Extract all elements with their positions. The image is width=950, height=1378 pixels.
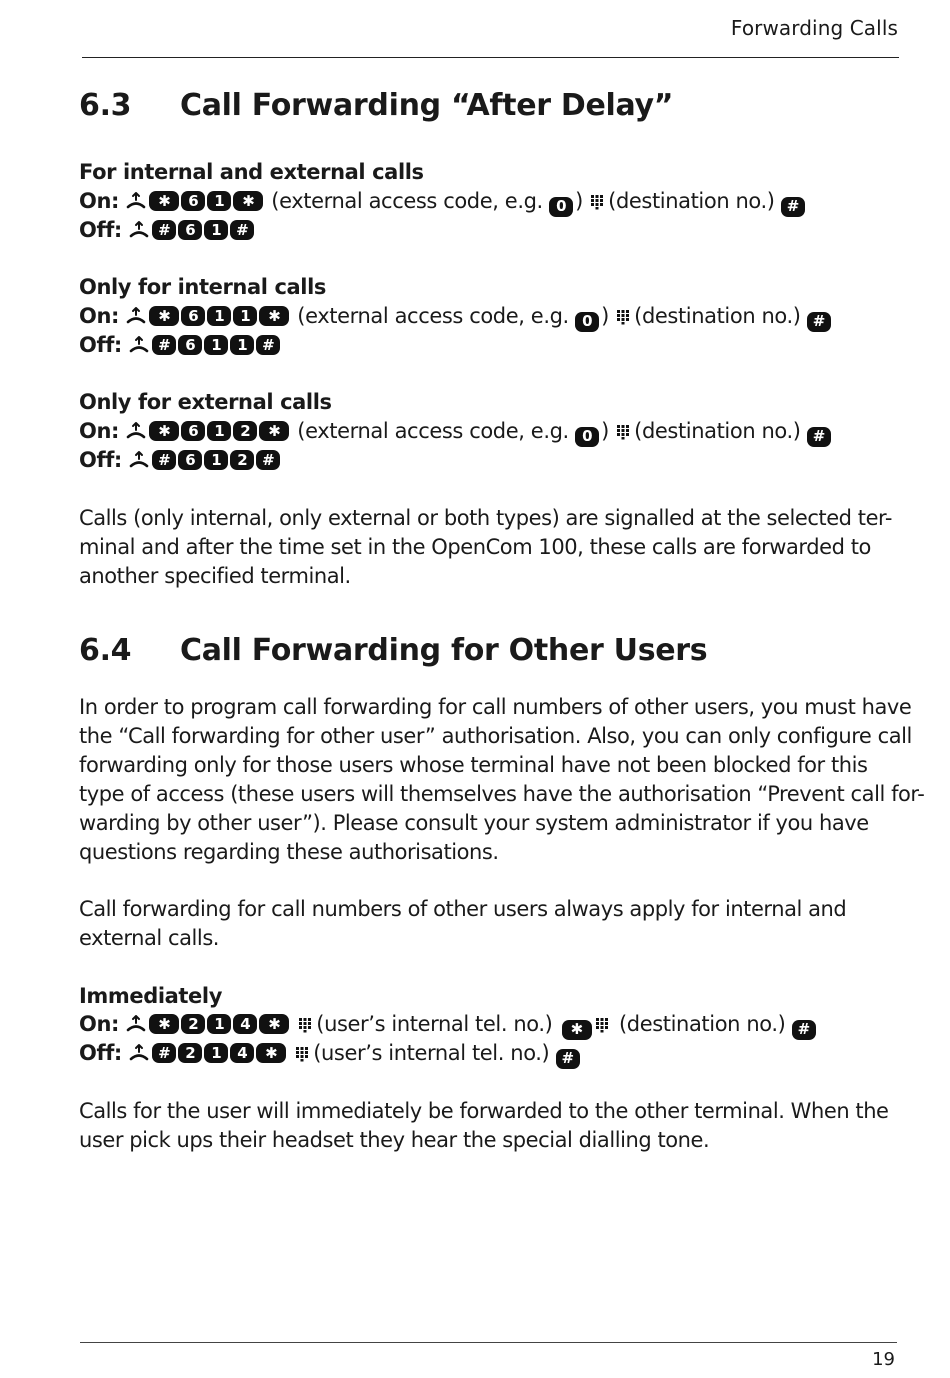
text-line: minal and after the time set in the OpenCom 100, these calls are forwarded to <box>79 535 871 559</box>
procedure-text: (destination no.) <box>634 304 801 328</box>
digit-key-0-icon: 0 <box>575 312 599 332</box>
procedure-text: (user’s internal tel. no.) <box>313 1041 550 1065</box>
star-key-icon: ✱ <box>259 1014 289 1034</box>
hash-key-icon: # <box>230 220 254 240</box>
procedure-off-line <box>79 331 288 360</box>
hash-key-icon: # <box>792 1020 816 1040</box>
lift-handset-icon <box>125 306 147 326</box>
lift-handset-icon <box>128 220 150 240</box>
section-6-4-paragraph-1 <box>79 693 925 867</box>
text-line: the “Call forwarding for other user” authorisation. Also, you can only configure call <box>79 724 912 748</box>
key-sequence <box>807 312 833 332</box>
star-key-icon: ✱ <box>149 306 179 326</box>
text-line: forwarding only for those users whose terminal have not been blocked for this <box>79 753 868 777</box>
text-line: Calls for the user will immediately be forwarded to the other terminal. When the <box>79 1099 889 1123</box>
hash-key-icon: # <box>256 335 280 355</box>
digit-key-2-icon: 2 <box>181 1014 205 1034</box>
digit-key-1-icon: 1 <box>207 191 231 211</box>
key-sequence <box>125 306 291 326</box>
hash-key-icon: # <box>781 197 805 217</box>
star-key-icon: ✱ <box>562 1020 592 1040</box>
keypad-icon <box>616 309 630 325</box>
key-sequence <box>125 1014 291 1034</box>
digit-key-2-icon: 2 <box>230 450 254 470</box>
hash-key-icon: # <box>807 427 831 447</box>
procedure-off-line <box>79 446 288 475</box>
digit-key-1-icon: 1 <box>204 450 228 470</box>
off-label: Off: <box>79 448 122 472</box>
digit-key-1-icon: 1 <box>204 220 228 240</box>
text-line: another specified terminal. <box>79 564 351 588</box>
procedure-text: (destination no.) <box>619 1012 786 1036</box>
hash-key-icon: # <box>152 1043 176 1063</box>
lift-handset-icon <box>128 335 150 355</box>
procedure-heading: For internal and external calls <box>79 160 424 184</box>
running-header: Forwarding Calls <box>730 16 898 40</box>
key-sequence <box>128 220 256 240</box>
hash-key-icon: # <box>152 450 176 470</box>
digit-key-1-icon: 1 <box>233 306 257 326</box>
digit-key-0-icon: 0 <box>549 197 573 217</box>
keypad-icon <box>295 1046 309 1062</box>
digit-key-1-icon: 1 <box>204 335 228 355</box>
digit-key-0-icon: 0 <box>575 427 599 447</box>
digit-key-6-icon: 6 <box>181 421 205 441</box>
digit-key-1-icon: 1 <box>207 306 231 326</box>
text-line: type of access (these users will themselves have the authorisation “Prevent call for- <box>79 782 925 806</box>
section-6-4-paragraph-2 <box>79 895 897 953</box>
procedure-on-line <box>79 1010 824 1040</box>
digit-key-2-icon: 2 <box>233 421 257 441</box>
key-sequence <box>792 1020 818 1040</box>
digit-key-1-icon: 1 <box>207 1014 231 1034</box>
section-heading-6-3 <box>79 88 673 123</box>
procedure-text: (external access code, e.g. <box>271 189 543 213</box>
procedure-on-line <box>79 417 839 447</box>
star-key-icon: ✱ <box>233 191 263 211</box>
on-label: On: <box>79 304 120 328</box>
key-sequence <box>128 450 282 470</box>
digit-key-4-icon: 4 <box>233 1014 257 1034</box>
lift-handset-icon <box>125 191 147 211</box>
on-label: On: <box>79 419 120 443</box>
procedure-text: (destination no.) <box>608 189 775 213</box>
key-sequence <box>125 191 265 211</box>
procedure-on-line <box>79 187 813 217</box>
lift-handset-icon <box>125 1014 147 1034</box>
hash-key-icon: # <box>256 450 280 470</box>
star-key-icon: ✱ <box>256 1043 286 1063</box>
section-title: Call Forwarding for Other Users <box>180 633 708 668</box>
digit-key-1-icon: 1 <box>207 421 231 441</box>
procedure-heading: Only for internal calls <box>79 275 326 299</box>
section-heading-6-4 <box>79 633 707 668</box>
footer-rule <box>80 1342 897 1343</box>
hash-key-icon: # <box>152 335 176 355</box>
text-line: warding by other user”). Please consult your system administrator if you have <box>79 811 869 835</box>
text-line: user pick ups their headset they hear the special dialling tone. <box>79 1128 710 1152</box>
section-title: Call Forwarding “After Delay” <box>180 88 674 123</box>
lift-handset-icon <box>125 421 147 441</box>
digit-key-6-icon: 6 <box>178 220 202 240</box>
digit-key-6-icon: 6 <box>178 335 202 355</box>
off-label: Off: <box>79 333 122 357</box>
key-sequence <box>556 1049 582 1069</box>
section-number: 6.4 <box>79 633 132 668</box>
lift-handset-icon <box>128 1043 150 1063</box>
procedure-text: (destination no.) <box>634 419 801 443</box>
key-sequence <box>781 197 807 217</box>
page-number: 19 <box>872 1349 895 1370</box>
lift-handset-icon <box>128 450 150 470</box>
digit-key-1-icon: 1 <box>204 1043 228 1063</box>
star-key-icon: ✱ <box>149 421 179 441</box>
procedure-text: (user’s internal tel. no.) <box>316 1012 553 1036</box>
procedure-off-line <box>79 1039 588 1069</box>
hash-key-icon: # <box>807 312 831 332</box>
procedure-text: (external access code, e.g. <box>297 419 569 443</box>
key-sequence <box>549 197 575 217</box>
digit-key-6-icon: 6 <box>181 306 205 326</box>
on-label: On: <box>79 1012 120 1036</box>
star-key-icon: ✱ <box>149 1014 179 1034</box>
section-6-4-paragraph-3 <box>79 1097 897 1155</box>
key-sequence <box>128 1043 288 1063</box>
key-sequence <box>562 1020 594 1040</box>
key-sequence <box>125 421 291 441</box>
procedure-off-line <box>79 216 262 245</box>
keypad-icon <box>616 424 630 440</box>
procedure-heading: Immediately <box>79 984 222 1008</box>
keypad-icon <box>298 1017 312 1033</box>
keypad-icon <box>595 1017 609 1033</box>
procedure-text: ) <box>575 189 583 213</box>
text-line: Calls (only internal, only external or both types) are signalled at the selected ter- <box>79 506 893 530</box>
procedure-text: ) <box>601 419 609 443</box>
digit-key-6-icon: 6 <box>181 191 205 211</box>
key-sequence <box>128 335 282 355</box>
digit-key-4-icon: 4 <box>230 1043 254 1063</box>
digit-key-2-icon: 2 <box>178 1043 202 1063</box>
text-line: questions regarding these authorisations. <box>79 840 499 864</box>
text-line: Call forwarding for call numbers of other users always apply for internal and <box>79 897 847 921</box>
procedure-text: ) <box>601 304 609 328</box>
text-line: external calls. <box>79 926 220 950</box>
key-sequence <box>575 312 601 332</box>
header-rule <box>82 57 899 58</box>
procedure-text: (external access code, e.g. <box>297 304 569 328</box>
hash-key-icon: # <box>152 220 176 240</box>
digit-key-6-icon: 6 <box>178 450 202 470</box>
star-key-icon: ✱ <box>149 191 179 211</box>
on-label: On: <box>79 189 120 213</box>
section-number: 6.3 <box>79 88 132 123</box>
keypad-icon <box>590 194 604 210</box>
star-key-icon: ✱ <box>259 306 289 326</box>
hash-key-icon: # <box>556 1049 580 1069</box>
digit-key-1-icon: 1 <box>230 335 254 355</box>
key-sequence <box>575 427 601 447</box>
off-label: Off: <box>79 218 122 242</box>
key-sequence <box>807 427 833 447</box>
procedure-heading: Only for external calls <box>79 390 332 414</box>
off-label: Off: <box>79 1041 122 1065</box>
procedure-on-line <box>79 302 839 332</box>
star-key-icon: ✱ <box>259 421 289 441</box>
text-line: In order to program call forwarding for call numbers of other users, you must have <box>79 695 912 719</box>
section-6-3-paragraph <box>79 504 897 591</box>
